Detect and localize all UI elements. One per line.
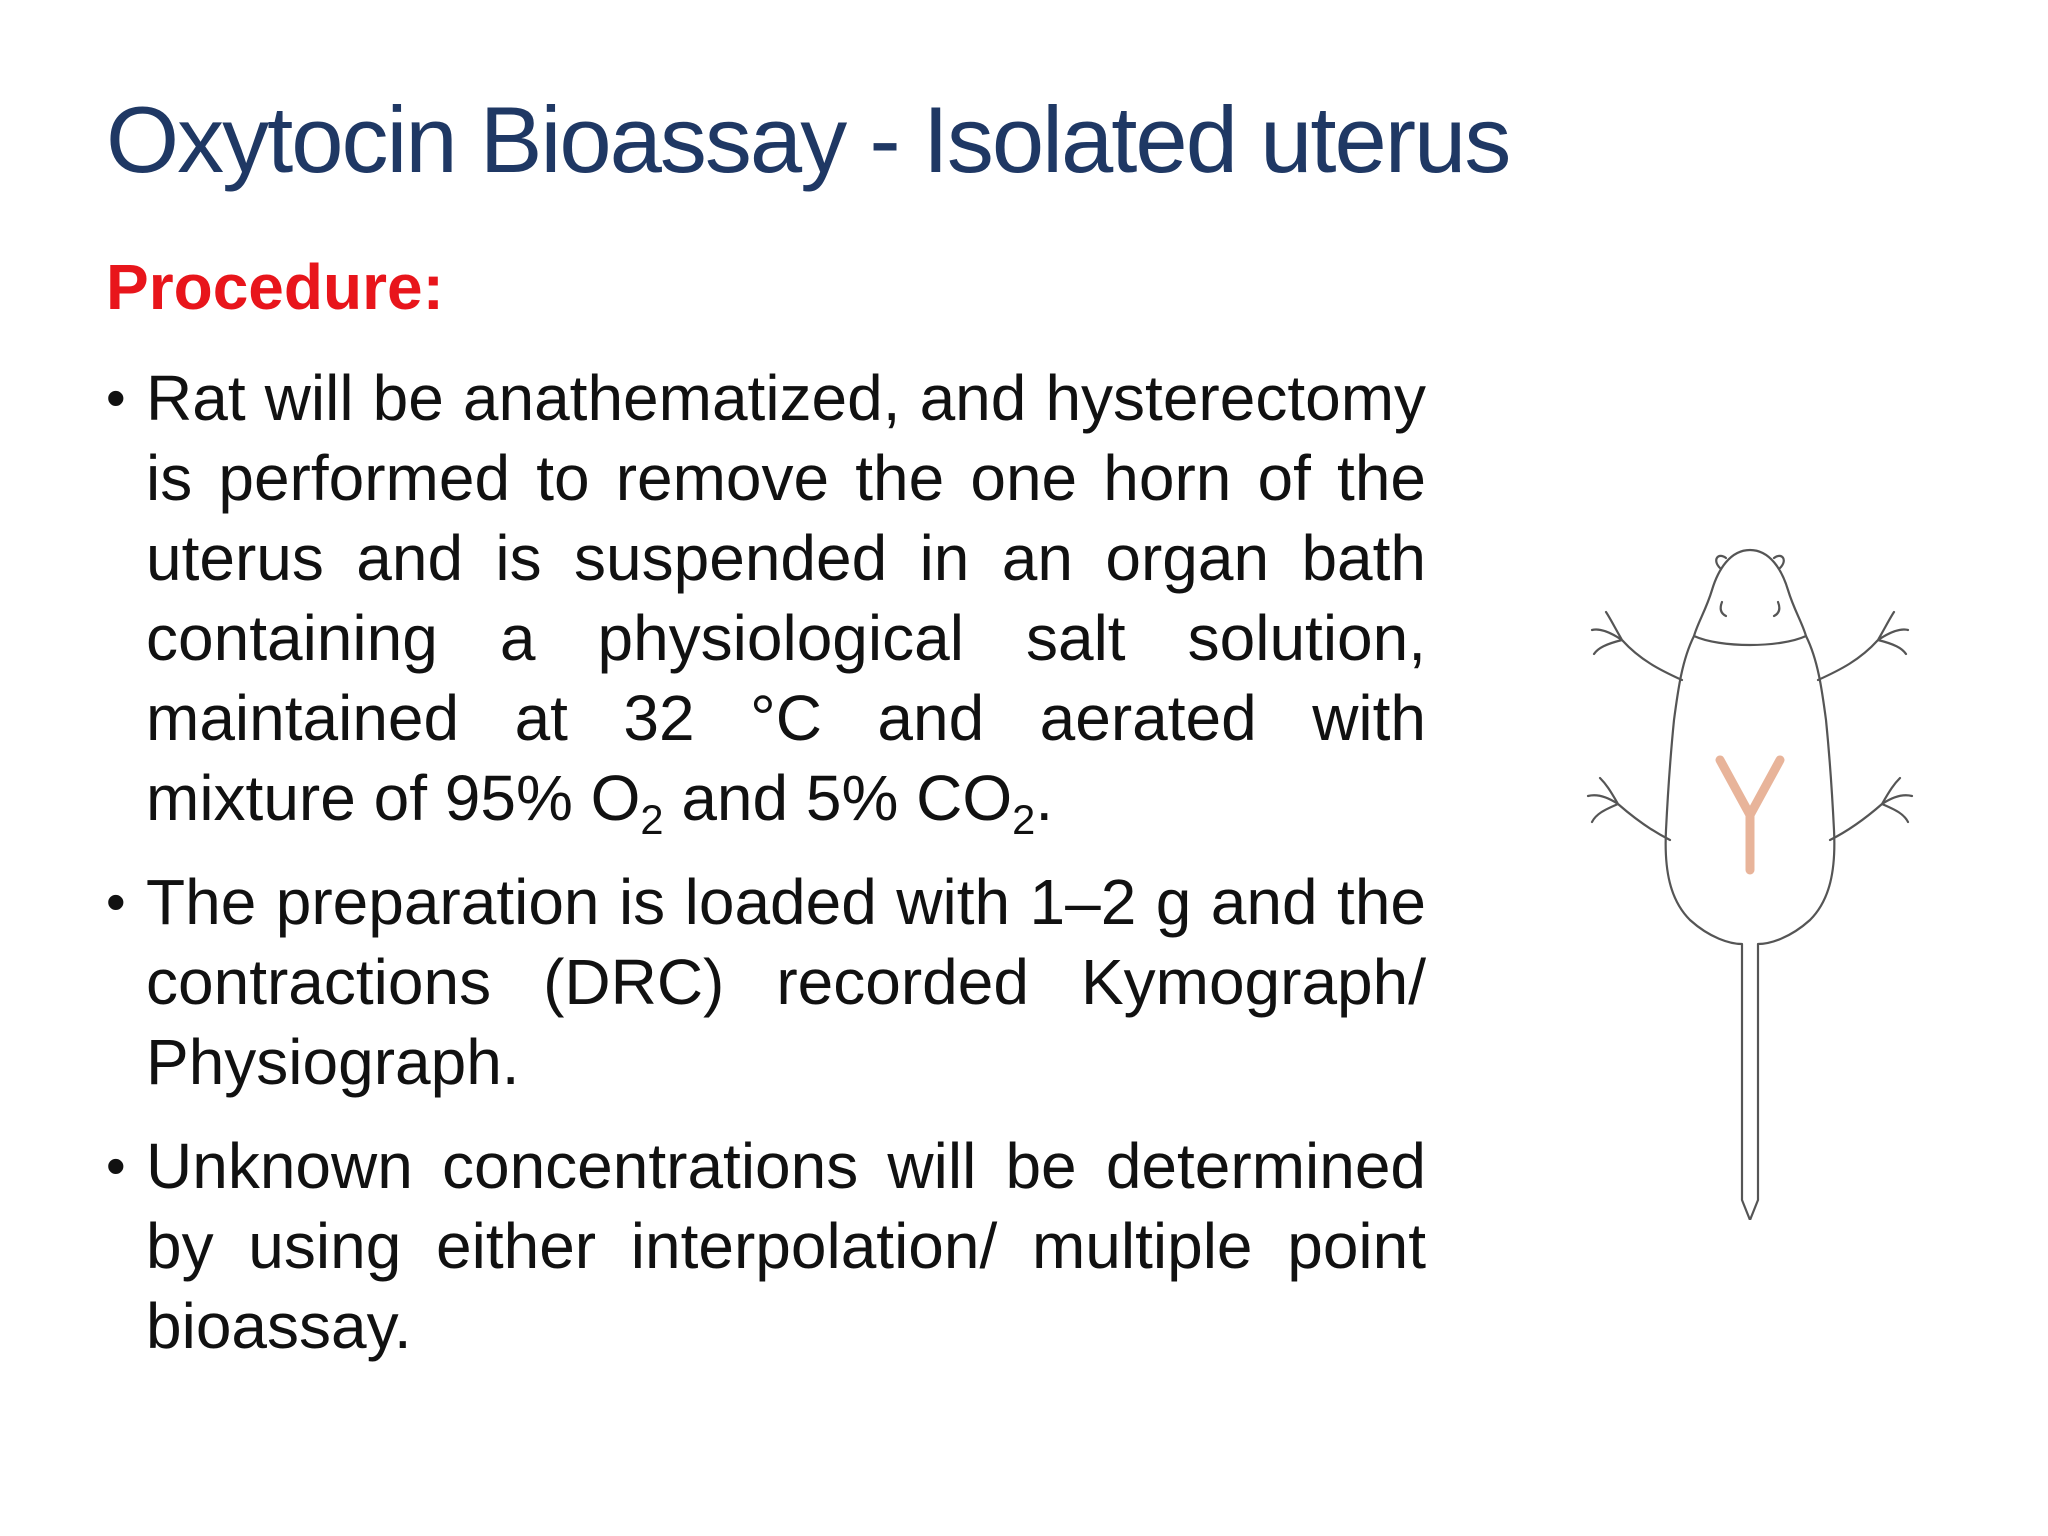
bullet-text: Unknown concentrations will be determined by using either interpolation/ multiple point bioassay. — [146, 1130, 1426, 1362]
list-item — [106, 1126, 1426, 1366]
rat-uterus-diagram-icon — [1570, 540, 1930, 1220]
bullet-text: The preparation is loaded with 1–2 g and the contractions (DRC) recorded Kymograph/ Physiograph. — [146, 866, 1426, 1098]
list-item — [106, 358, 1426, 843]
procedure-heading: Procedure: — [106, 251, 444, 323]
bullet-list — [106, 358, 1426, 1390]
bullet-dot: • — [106, 366, 126, 429]
list-item — [106, 862, 1426, 1102]
slide-title: Oxytocin Bioassay - Isolated uterus — [106, 87, 1510, 192]
bullet-dot: • — [106, 1134, 126, 1197]
bullet-dot: • — [106, 870, 126, 933]
bullet-text: Rat will be anathematized, and hysterectomy is performed to remove the one horn of the uterus and is suspended in an organ bath containing a physiological salt solution, maintained at 32 °C and aerated with mixture of 95% $O_2$ and 5% $CO_2$. — [146, 362, 1426, 843]
